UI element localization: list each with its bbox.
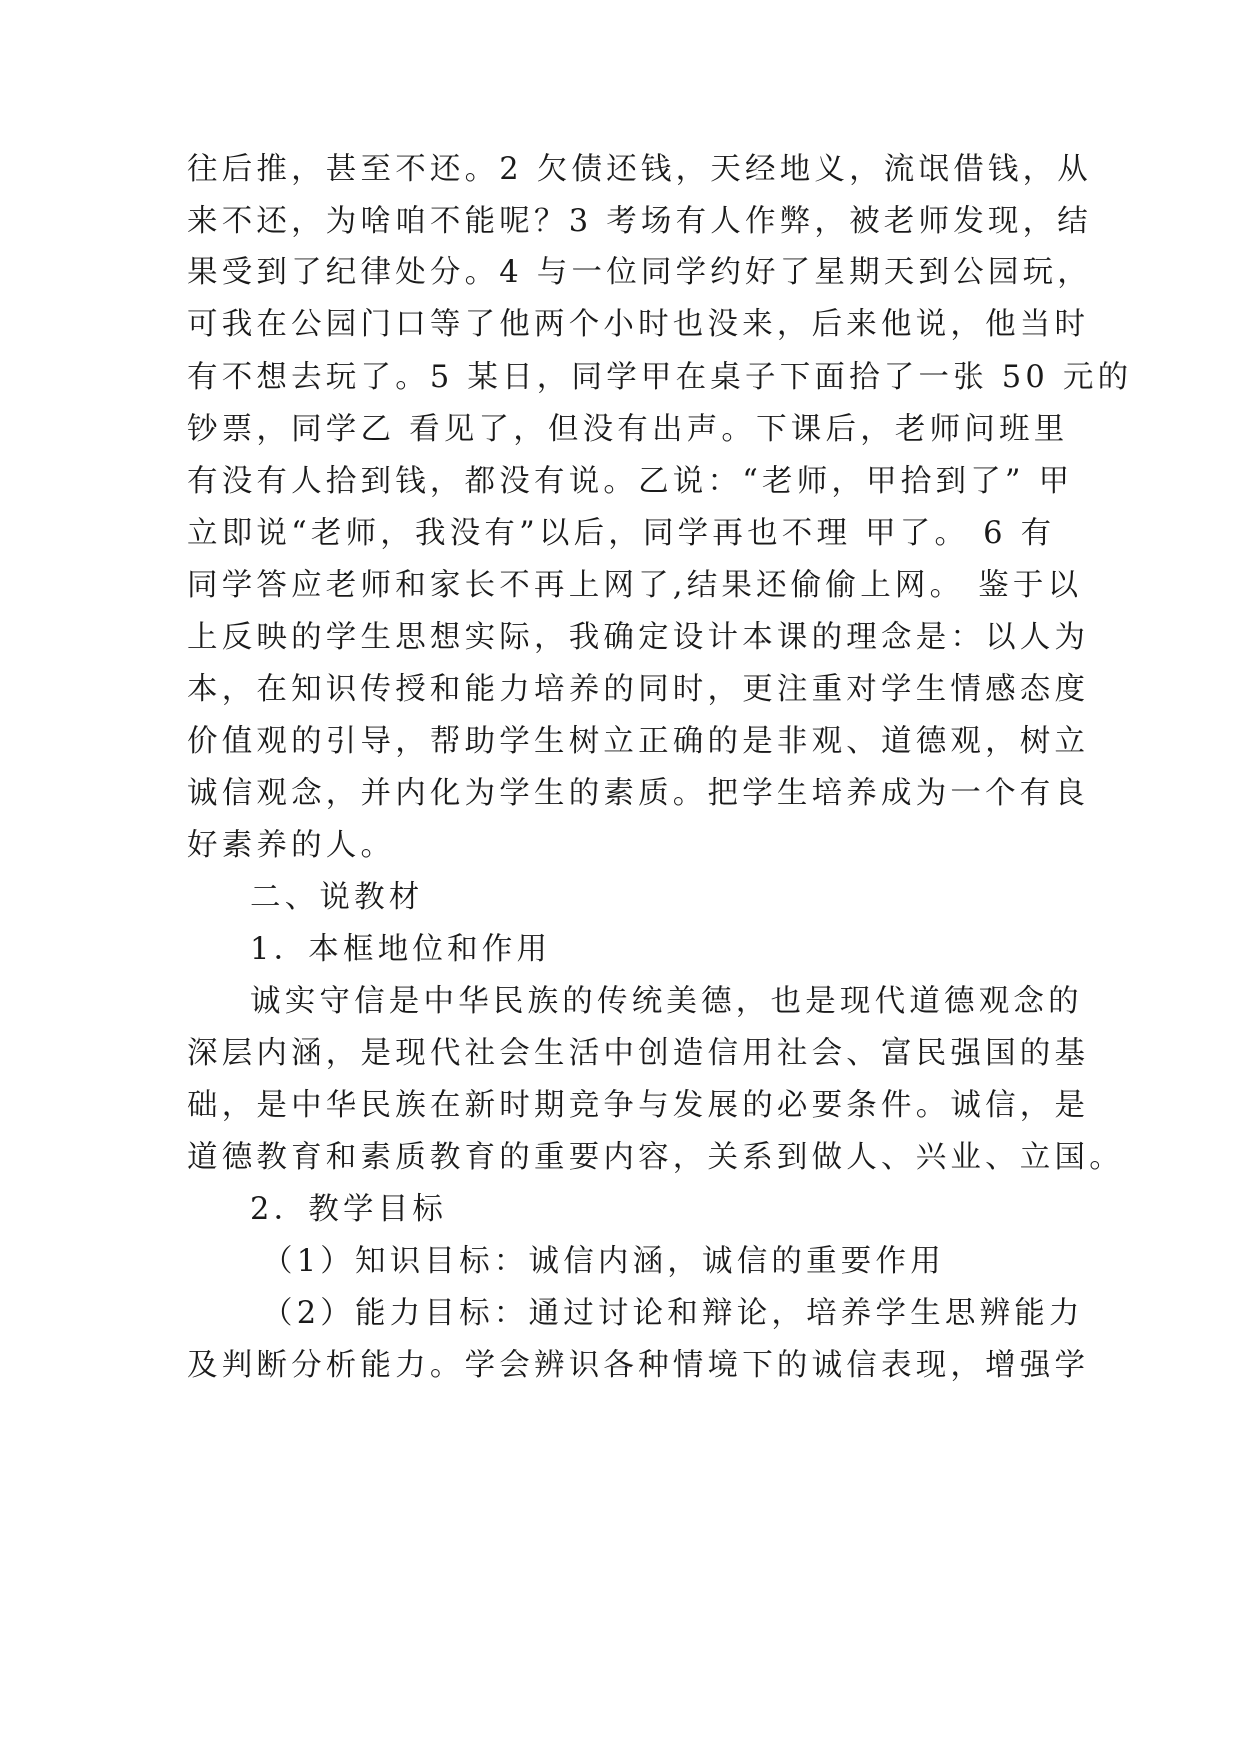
subsection-heading: 2．教学目标 bbox=[250, 1192, 448, 1227]
paragraph-line: 往后推，甚至不还。2 欠债还钱，天经地义，流氓借钱，从 bbox=[187, 152, 1092, 187]
paragraph-line: 诚实守信是中华民族的传统美德，也是现代道德观念的 bbox=[250, 984, 1083, 1019]
paragraph-line: 可我在公园门口等了他两个小时也没来，后来他说，他当时 bbox=[187, 307, 1090, 342]
paragraph-line: 同学答应老师和家长不再上网了,结果还偷偷上网。 鉴于以 bbox=[187, 568, 1083, 603]
subsection-heading: 1．本框地位和作用 bbox=[250, 932, 552, 967]
paragraph-line: 道德教育和素质教育的重要内容，关系到做人、兴业、立国。 bbox=[187, 1140, 1124, 1175]
paragraph-line: 础，是中华民族在新时期竞争与发展的必要条件。诚信，是 bbox=[187, 1088, 1090, 1123]
paragraph-line: 果受到了纪律处分。4 与一位同学约好了星期天到公园玩， bbox=[187, 255, 1092, 290]
paragraph-line: 来不还，为啥咱不能呢？3 考场有人作弊，被老师发现，结 bbox=[187, 204, 1092, 239]
list-item: （2）能力目标：通过讨论和辩论，培养学生思辨能力 bbox=[262, 1296, 1084, 1331]
paragraph-line: 诚信观念，并内化为学生的素质。把学生培养成为一个有良 bbox=[187, 776, 1090, 811]
paragraph-line: 好素养的人。 bbox=[187, 828, 396, 863]
list-item: （1）知识目标：诚信内涵，诚信的重要作用 bbox=[262, 1244, 945, 1279]
paragraph-line: 价值观的引导，帮助学生树立正确的是非观、道德观，树立 bbox=[187, 724, 1090, 759]
paragraph-line: 立即说“老师，我没有”以后，同学再也不理 甲了。 6 有 bbox=[187, 516, 1056, 551]
paragraph-line: 及判断分析能力。学会辨识各种情境下的诚信表现，增强学 bbox=[187, 1348, 1090, 1383]
paragraph-line: 深层内涵，是现代社会生活中创造信用社会、富民强国的基 bbox=[187, 1036, 1090, 1071]
paragraph-line: 有没有人拾到钱，都没有说。乙说：“老师，甲拾到了” 甲 bbox=[187, 464, 1074, 499]
paragraph-line: 有不想去玩了。5 某日，同学甲在桌子下面拾了一张 50 元的 bbox=[187, 360, 1133, 395]
paragraph-line: 上反映的学生思想实际，我确定设计本课的理念是：以人为 bbox=[187, 620, 1090, 655]
paragraph-line: 钞票，同学乙 看见了，但没有出声。下课后，老师问班里 bbox=[187, 412, 1069, 447]
section-heading: 二、说教材 bbox=[250, 880, 424, 915]
paragraph-line: 本，在知识传授和能力培养的同时，更注重对学生情感态度 bbox=[187, 672, 1090, 707]
